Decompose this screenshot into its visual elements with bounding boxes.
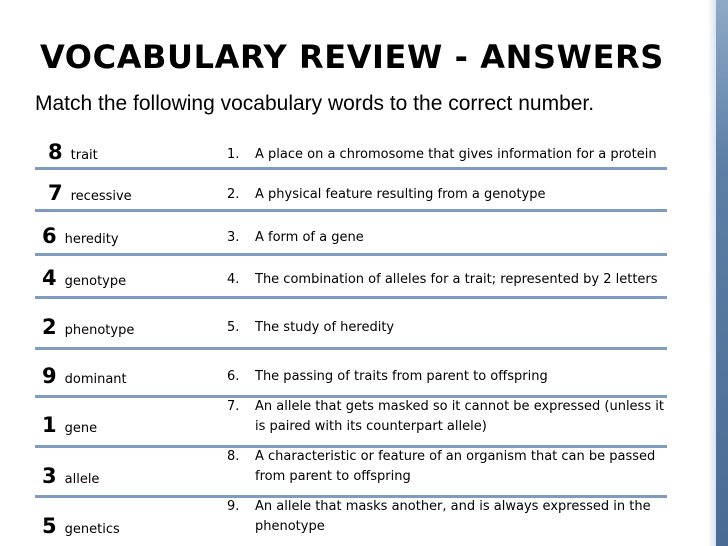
vocab-item-genetics <box>42 514 120 538</box>
definition-number: 6. <box>227 369 240 384</box>
vocab-term: trait <box>70 148 98 163</box>
divider <box>35 253 667 256</box>
definition-6 <box>227 367 667 387</box>
definition-1 <box>227 145 667 165</box>
vocab-term: heredity <box>64 232 119 247</box>
definition-5 <box>227 318 667 338</box>
answer-number: 4 <box>42 266 57 290</box>
vocab-item-dominant <box>42 364 127 388</box>
definition-number: 3. <box>227 230 240 245</box>
definition-text-continued: phenotype <box>255 519 325 534</box>
answer-number: 8 <box>48 140 63 164</box>
vocab-term: dominant <box>64 372 127 387</box>
vocab-term: gene <box>64 421 98 436</box>
definition-8 <box>227 447 667 487</box>
vocab-item-recessive <box>48 181 132 205</box>
vocab-item-trait <box>48 140 98 164</box>
definition-text-continued: from parent to offspring <box>255 469 411 484</box>
definition-2 <box>227 185 667 205</box>
definition-text: The study of heredity <box>255 320 395 335</box>
definition-9 <box>227 497 667 537</box>
decorative-side-bar <box>716 0 728 546</box>
vocab-item-gene <box>42 413 97 437</box>
vocab-item-phenotype <box>42 315 134 339</box>
definition-number: 9. <box>227 499 240 514</box>
answer-number: 6 <box>42 224 57 248</box>
vocab-item-heredity <box>42 224 119 248</box>
vocab-item-genotype <box>42 266 126 290</box>
vocab-term: recessive <box>70 189 132 204</box>
definition-text: A form of a gene <box>255 230 364 245</box>
answer-number: 7 <box>48 181 63 205</box>
definition-text: An allele that masks another, and is always expressed in the <box>255 499 651 514</box>
slide-title: VOCABULARY REVIEW - ANSWERS <box>40 38 664 76</box>
definition-text: The combination of alleles for a trait; represented by 2 letters <box>255 272 658 287</box>
answer-number: 5 <box>42 514 57 538</box>
definition-3 <box>227 228 667 248</box>
vocab-item-allele <box>42 464 99 488</box>
instructions: Match the following vocabulary words to the correct number. <box>35 92 595 115</box>
definition-number: 1. <box>227 147 240 162</box>
definition-number: 8. <box>227 449 240 464</box>
answer-number: 1 <box>42 413 57 437</box>
definition-text: A characteristic or feature of an organism that can be passed <box>255 449 656 464</box>
definition-text: The passing of traits from parent to offspring <box>255 369 548 384</box>
divider <box>35 347 667 350</box>
vocab-term: genotype <box>64 274 127 289</box>
divider <box>35 296 667 299</box>
definition-text: A place on a chromosome that gives information for a protein <box>255 147 657 162</box>
answer-number: 9 <box>42 364 57 388</box>
definition-4 <box>227 270 667 290</box>
vocab-term: phenotype <box>64 323 135 338</box>
answer-number: 2 <box>42 315 57 339</box>
definition-text: A physical feature resulting from a genotype <box>255 187 546 202</box>
answer-number: 3 <box>42 464 57 488</box>
definition-number: 4. <box>227 272 240 287</box>
definition-number: 7. <box>227 399 240 414</box>
definition-7 <box>227 397 667 437</box>
definition-text-continued: is paired with its counterpart allele) <box>255 419 487 434</box>
vocab-term: genetics <box>64 522 120 537</box>
vocab-term: allele <box>64 472 100 487</box>
definition-text: An allele that gets masked so it cannot be expressed (unless it <box>255 399 664 414</box>
divider <box>35 167 667 170</box>
divider <box>35 209 667 212</box>
definition-number: 5. <box>227 320 240 335</box>
definition-number: 2. <box>227 187 240 202</box>
